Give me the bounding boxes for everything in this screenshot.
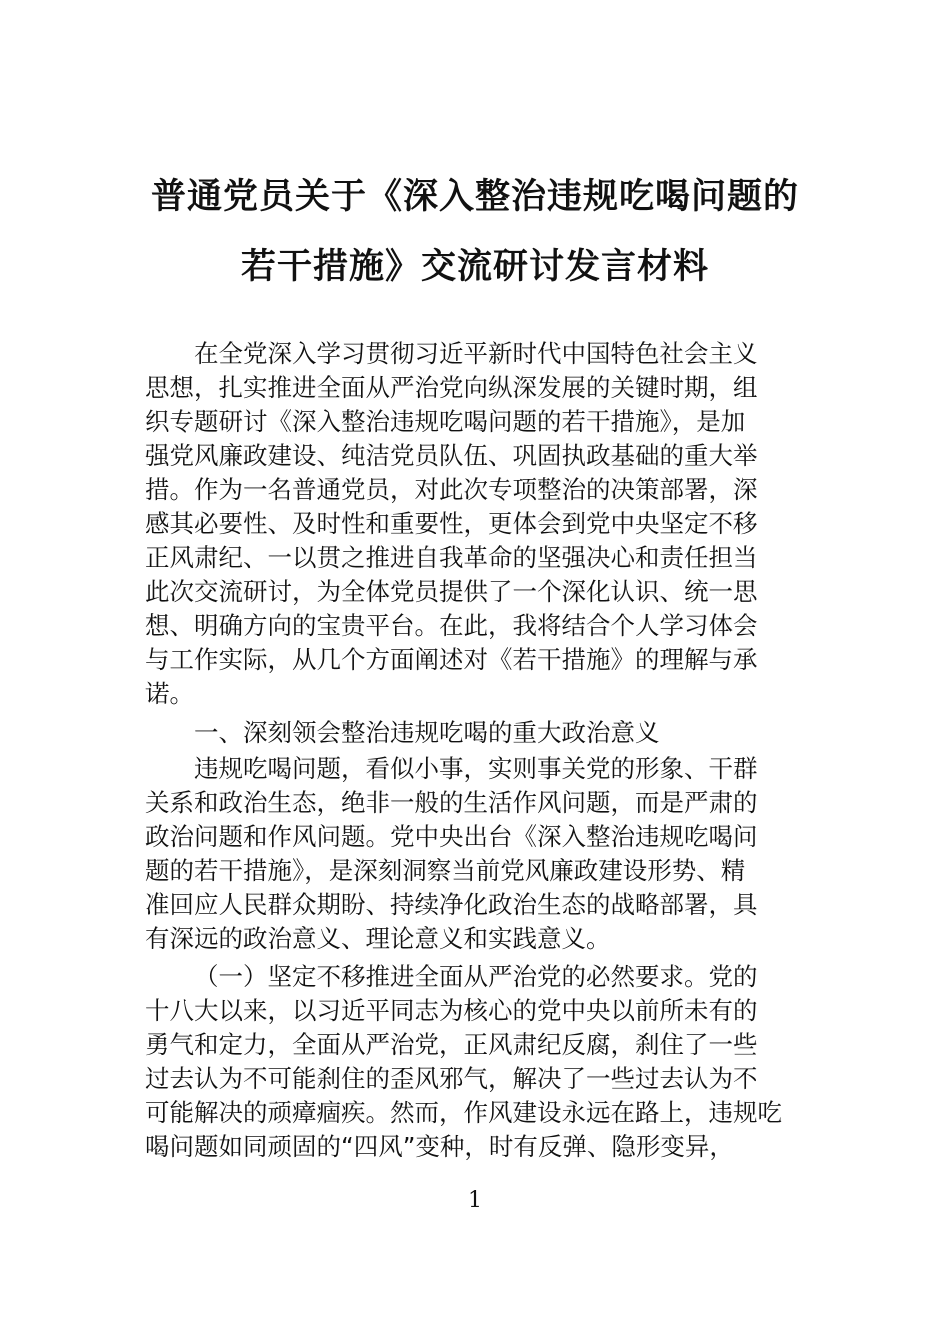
body-line: 正风肃纪、一以贯之推进自我革命的坚强决心和责任担当 [145, 543, 758, 572]
body-line: 关系和政治生态，绝非一般的生活作风问题，而是严肃的 [145, 788, 758, 817]
body-line: 想、明确方向的宝贵平台。在此，我将结合个人学习体会 [145, 611, 758, 640]
body-line: 十八大以来，以习近平同志为核心的党中央以前所未有的 [145, 996, 758, 1025]
section-heading: 一、深刻领会整治违规吃喝的重大政治意义 [194, 718, 660, 747]
body-line: 感其必要性、及时性和重要性，更体会到党中央坚定不移 [145, 509, 758, 538]
body-line: 强党风廉政建设、纯洁党员队伍、巩固执政基础的重大举 [145, 441, 758, 470]
body-line: 思想，扎实推进全面从严治党向纵深发展的关键时期，组 [145, 373, 758, 402]
body-line: 过去认为不可能刹住的歪风邪气，解决了一些过去认为不 [145, 1064, 758, 1093]
body-line: 与工作实际，从几个方面阐述对《若干措施》的理解与承 [145, 645, 758, 674]
body-line: 诺。 [145, 679, 194, 708]
body-line: 违规吃喝问题，看似小事，实则事关党的形象、干群 [194, 754, 758, 783]
body-line: （一）坚定不移推进全面从严治党的必然要求。党的 [194, 962, 758, 991]
body-line: 措。作为一名普通党员，对此次专项整治的决策部署，深 [145, 475, 758, 504]
body-line: 此次交流研讨，为全体党员提供了一个深化认识、统一思 [145, 577, 758, 606]
page-number: 1 [468, 1188, 482, 1213]
body-line: 题的若干措施》，是深刻洞察当前党风廉政建设形势、精 [145, 856, 746, 885]
document-title-line-2: 若干措施》交流研讨发言材料 [240, 247, 709, 287]
body-line: 政治问题和作风问题。党中央出台《深入整治违规吃喝问 [145, 822, 758, 851]
body-line: 准回应人民群众期盼、持续净化政治生态的战略部署，具 [145, 890, 758, 919]
body-line: 在全党深入学习贯彻习近平新时代中国特色社会主义 [194, 339, 758, 368]
document-title-line-1: 普通党员关于《深入整治违规吃喝问题的 [150, 177, 799, 217]
body-line: 有深远的政治意义、理论意义和实践意义。 [145, 924, 611, 953]
body-line: 可能解决的顽瘴痼疾。然而，作风建设永远在路上，违规吃 [145, 1098, 782, 1127]
body-line: 织专题研讨《深入整治违规吃喝问题的若干措施》，是加 [145, 407, 746, 436]
body-line: 喝问题如同顽固的“四风”变种，时有反弹、隐形变异， [145, 1132, 734, 1161]
body-line: 勇气和定力，全面从严治党，正风肃纪反腐，刹住了一些 [145, 1030, 758, 1059]
